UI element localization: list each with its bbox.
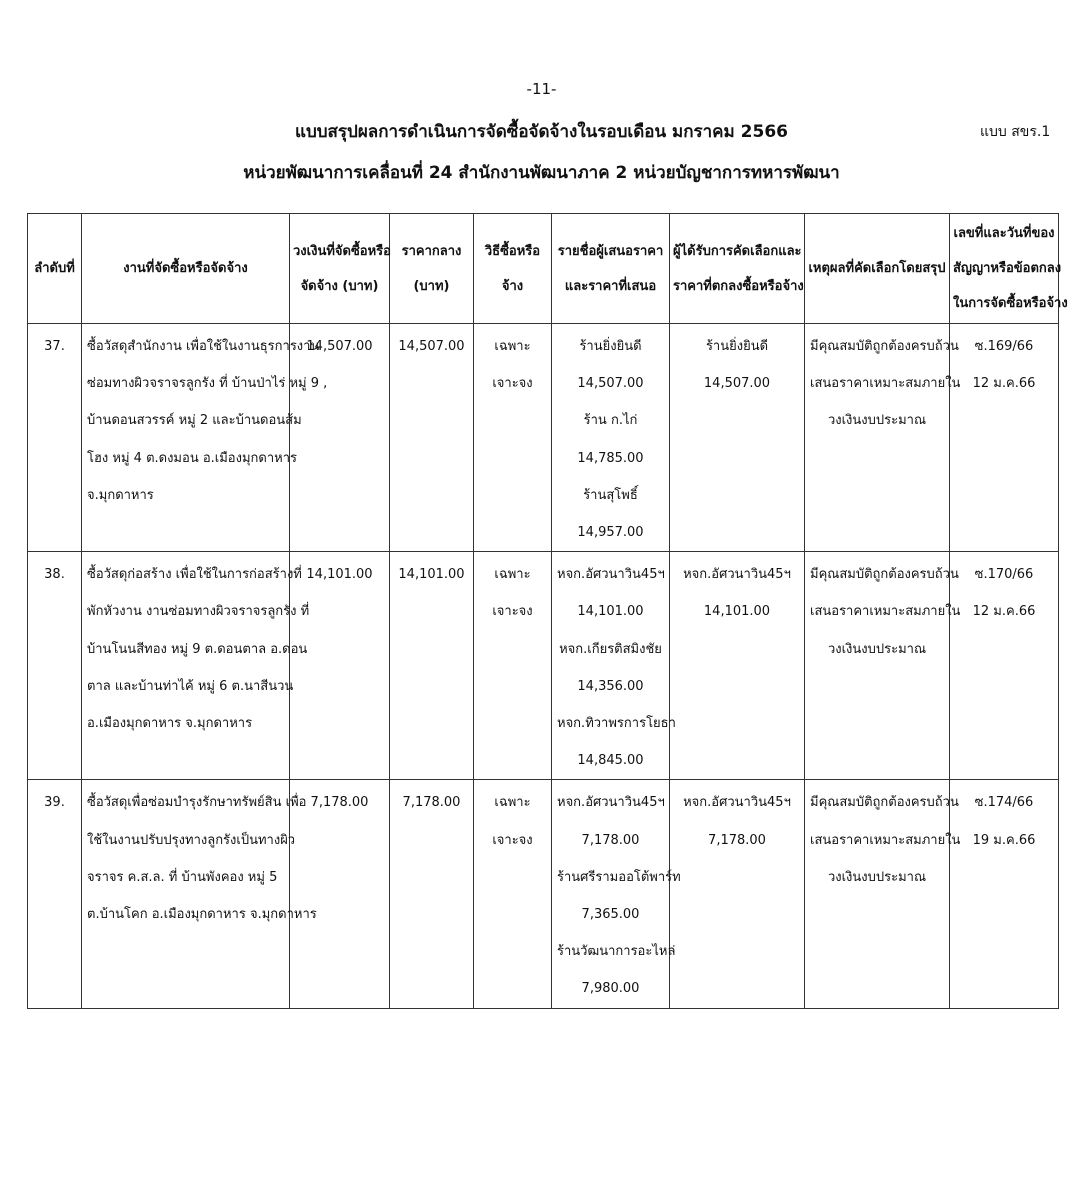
- row-contract: ซ.174/66 19 ม.ค.66: [950, 780, 1059, 1008]
- row-winner: หจก.อัศวนาวิน45ฯ 14,101.00: [670, 552, 805, 780]
- row-median-price: 14,101.00: [390, 552, 474, 780]
- row-winner: ร้านยิ่งยินดี 14,507.00: [670, 324, 805, 552]
- row-bidders: หจก.อัศวนาวิน45ฯ 14,101.00 หจก.เกียรติสมิงชัย 14,356.00 หจก.ทิวาพรการโยธา 14,845.00: [552, 552, 670, 780]
- table-row: [28, 552, 1059, 780]
- row-work: ซื้อวัสดุเพื่อซ่อมบำรุงรักษาทรัพย์สิน เพื่อ ใช้ในงานปรับปรุงทางลูกรังเป็นทางผิว จราจร ค.ส.ล. ที่ บ้านพังคอง หมู่ 5 ต.บ้านโคก อ.เมืองมุกดาหาร จ.มุกดาหาร: [82, 780, 290, 1008]
- row-work: ซื้อวัสดุสำนักงาน เพื่อใช้ในงานธุรการงาน ซ่อมทางผิวจราจรลูกรัง ที่ บ้านป่าไร่ หมู่ 9 , บ้านดอนสวรรค์ หมู่ 2 และบ้านดอนส้ม โฮง หมู่ 4 ต.ดงมอน อ.เมืองมุกดาหาร จ.มุกดาหาร: [82, 324, 290, 552]
- table-header-row: [28, 214, 1059, 324]
- procurement-table: [27, 213, 1068, 1009]
- row-work: ซื้อวัสดุก่อสร้าง เพื่อใช้ในการก่อสร้างที่ พักหัวงาน งานซ่อมทางผิวจราจรลูกรัง ที่ บ้านโนนสีทอง หมู่ 9 ต.ดอนตาล อ.ดอน ตาล และบ้านท่าไค้ หมู่ 6 ต.นาสีนวน อ.เมืองมุกดาหาร จ.มุกดาหาร: [82, 552, 290, 780]
- header-median-price: ราคากลาง (บาท): [390, 214, 474, 324]
- page-number: -11-: [526, 80, 557, 98]
- row-reason: มีคุณสมบัติถูกต้องครบถ้วน เสนอราคาเหมาะสมภายใน วงเงินงบประมาณ: [805, 324, 950, 552]
- row-contract: ซ.169/66 12 ม.ค.66: [950, 324, 1059, 552]
- header-reason: เหตุผลที่คัดเลือกโดยสรุป: [805, 214, 950, 324]
- row-median-price: 14,507.00: [390, 324, 474, 552]
- row-reason: มีคุณสมบัติถูกต้องครบถ้วน เสนอราคาเหมาะสมภายใน วงเงินงบประมาณ: [805, 552, 950, 780]
- header-no: ลำดับที่: [28, 214, 82, 324]
- row-budget: 14,101.00: [290, 552, 390, 780]
- row-method: เฉพาะเจาะจง: [474, 780, 552, 1008]
- row-no: 37.: [28, 324, 82, 552]
- header-winner: ผู้ได้รับการคัดเลือกและ ราคาที่ตกลงซื้อหรือจ้าง: [670, 214, 805, 324]
- form-code: แบบ สขร.1: [980, 124, 1051, 140]
- row-bidders: ร้านยิ่งยินดี 14,507.00 ร้าน ก.ไก่ 14,785.00 ร้านสุโพธิ์ 14,957.00: [552, 324, 670, 552]
- row-budget: 14,507.00: [290, 324, 390, 552]
- row-budget: 7,178.00: [290, 780, 390, 1008]
- header-contract: เลขที่และวันที่ของ สัญญาหรือข้อตกลง ในการจัดซื้อหรือจ้าง: [950, 214, 1059, 324]
- row-winner: หจก.อัศวนาวิน45ฯ 7,178.00: [670, 780, 805, 1008]
- row-contract: ซ.170/66 12 ม.ค.66: [950, 552, 1059, 780]
- document-title: แบบสรุปผลการดำเนินการจัดซื้อจัดจ้างในรอบเดือน มกราคม 2566: [295, 122, 788, 142]
- table-row: [28, 780, 1059, 1008]
- table-row: [28, 324, 1059, 552]
- document-subtitle: หน่วยพัฒนาการเคลื่อนที่ 24 สำนักงานพัฒนาภาค 2 หน่วยบัญชาการทหารพัฒนา: [243, 163, 840, 183]
- header-bidders: รายชื่อผู้เสนอราคา และราคาที่เสนอ: [552, 214, 670, 324]
- row-method: เฉพาะเจาะจง: [474, 324, 552, 552]
- row-reason: มีคุณสมบัติถูกต้องครบถ้วน เสนอราคาเหมาะสมภายใน วงเงินงบประมาณ: [805, 780, 950, 1008]
- row-no: 38.: [28, 552, 82, 780]
- row-bidders: หจก.อัศวนาวิน45ฯ 7,178.00 ร้านศรีรามออโต้พาร์ท 7,365.00 ร้านวัฒนาการอะไหล่ 7,980.00: [552, 780, 670, 1008]
- header-work: งานที่จัดซื้อหรือจัดจ้าง: [82, 214, 290, 324]
- row-median-price: 7,178.00: [390, 780, 474, 1008]
- header-method: วิธีซื้อหรือจ้าง: [474, 214, 552, 324]
- header-budget: วงเงินที่จัดซื้อหรือ จัดจ้าง (บาท): [290, 214, 390, 324]
- row-no: 39.: [28, 780, 82, 1008]
- row-method: เฉพาะเจาะจง: [474, 552, 552, 780]
